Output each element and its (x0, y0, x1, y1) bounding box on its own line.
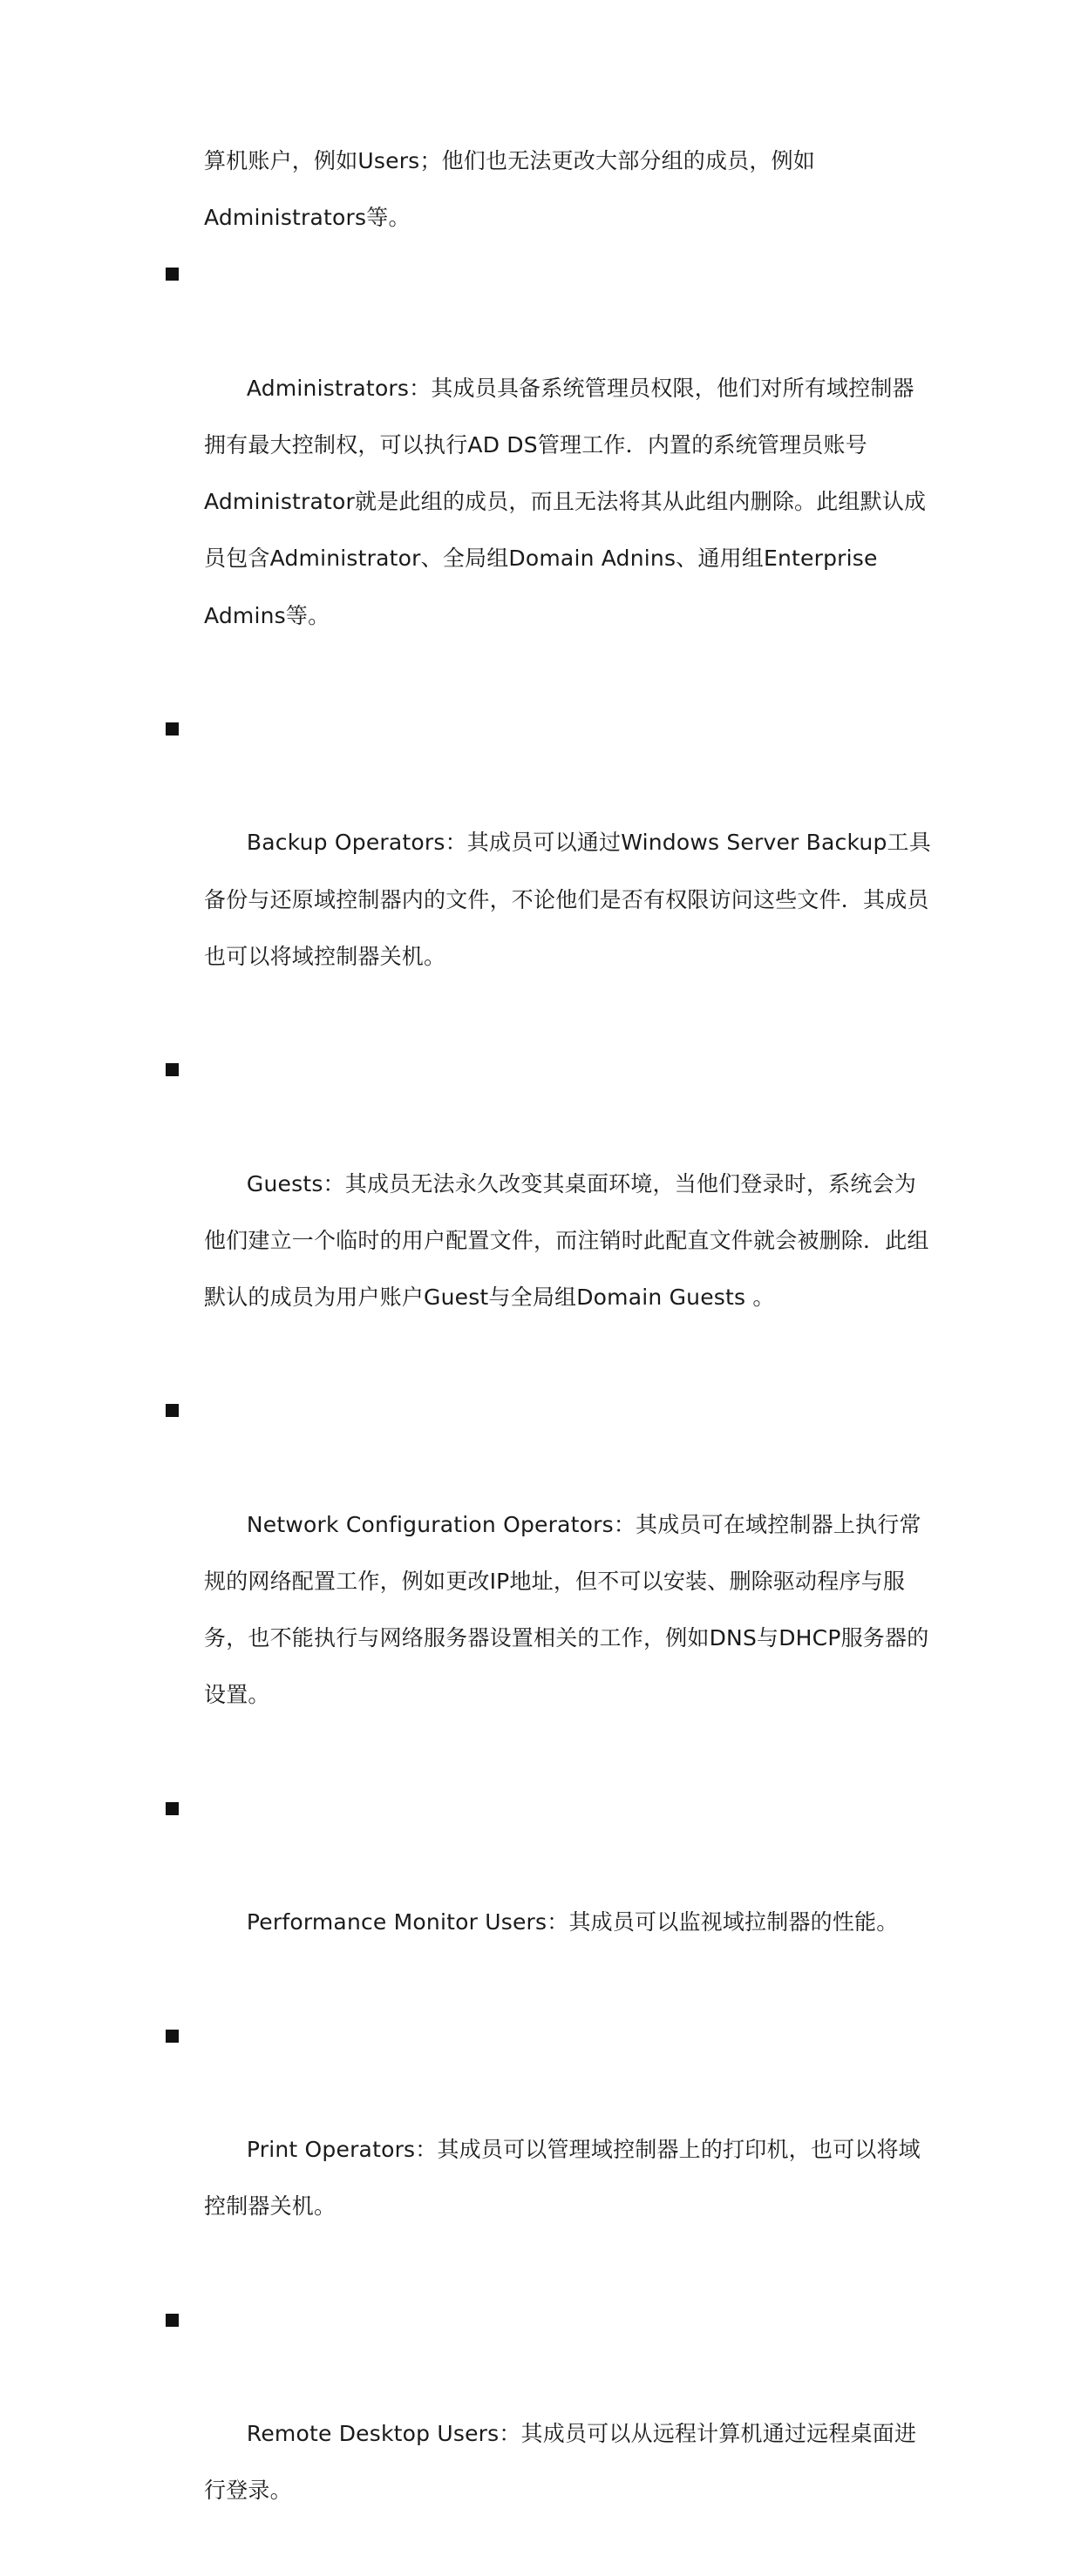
list-item-text: Remote Desktop Users：其成员可以从远程计算机通过远程桌面进行登录。 (204, 2421, 917, 2504)
square-bullet-icon (166, 722, 179, 736)
square-bullet-icon (166, 1063, 179, 1076)
continuation-paragraph: 算机账户，例如Users；他们也无法更改大部分组的成员，例如Administrators等。 (204, 148, 816, 231)
list-item-performance-monitor-users (164, 1780, 931, 2008)
list-item-text: Guests：其成员无法永久改变其桌面环境，当他们登录时，系统会为他们建立一个临时的用户配置文件，而注销时此配直文件就会被删除．此组默认的成员为用户账户Guest与全局组Domain Guests 。 (204, 1170, 929, 1311)
document-body (164, 132, 931, 2576)
list-item-network-configuration-operators (164, 1382, 931, 1779)
list-item-guests (164, 1041, 931, 1382)
list-item-text: Backup Operators：其成员可以通过Windows Server Backup工具备份与还原域控制器内的文件，不论他们是否有权限访问这些文件．其成员也可以将域控制器关机。 (204, 830, 931, 969)
square-bullet-icon (166, 2314, 179, 2327)
square-bullet-icon (166, 2030, 179, 2043)
square-bullet-icon (166, 1802, 179, 1815)
list-item-remote-desktop-users (164, 2292, 931, 2576)
list-item-administrators (164, 246, 931, 701)
list-item-text: Network Configuration Operators：其成员可在域控制器上执行常规的网络配置工作，例如更改IP地址，但不可以安装、删除驱动程序与服务，也不能执行与网络服务器设置相关的工作，例如DNS与DHCP服务器的设置。 (204, 1511, 929, 1708)
list-item-text: Print Operators：其成员可以管理域控制器上的打印机，也可以将域控制器关机。 (204, 2137, 921, 2220)
list-item-backup-operators (164, 701, 931, 1041)
list-item-print-operators (164, 2008, 931, 2292)
list-item-text: Performance Monitor Users：其成员可以监视域拉制器的性能。 (246, 1909, 899, 1935)
list-item-text: Administrators：其成员具备系统管理员权限，他们对所有域控制器拥有最大控制权，可以执行AD DS管理工作．内置的系统管理员账号Administrator就是此组的成员，而且无法将其从此组内删除。此组默认成员包含Administrator、全局组Domain Adnins、通用组Enterprise Admins等。 (204, 375, 927, 628)
square-bullet-icon (166, 1404, 179, 1417)
square-bullet-icon (166, 268, 179, 281)
